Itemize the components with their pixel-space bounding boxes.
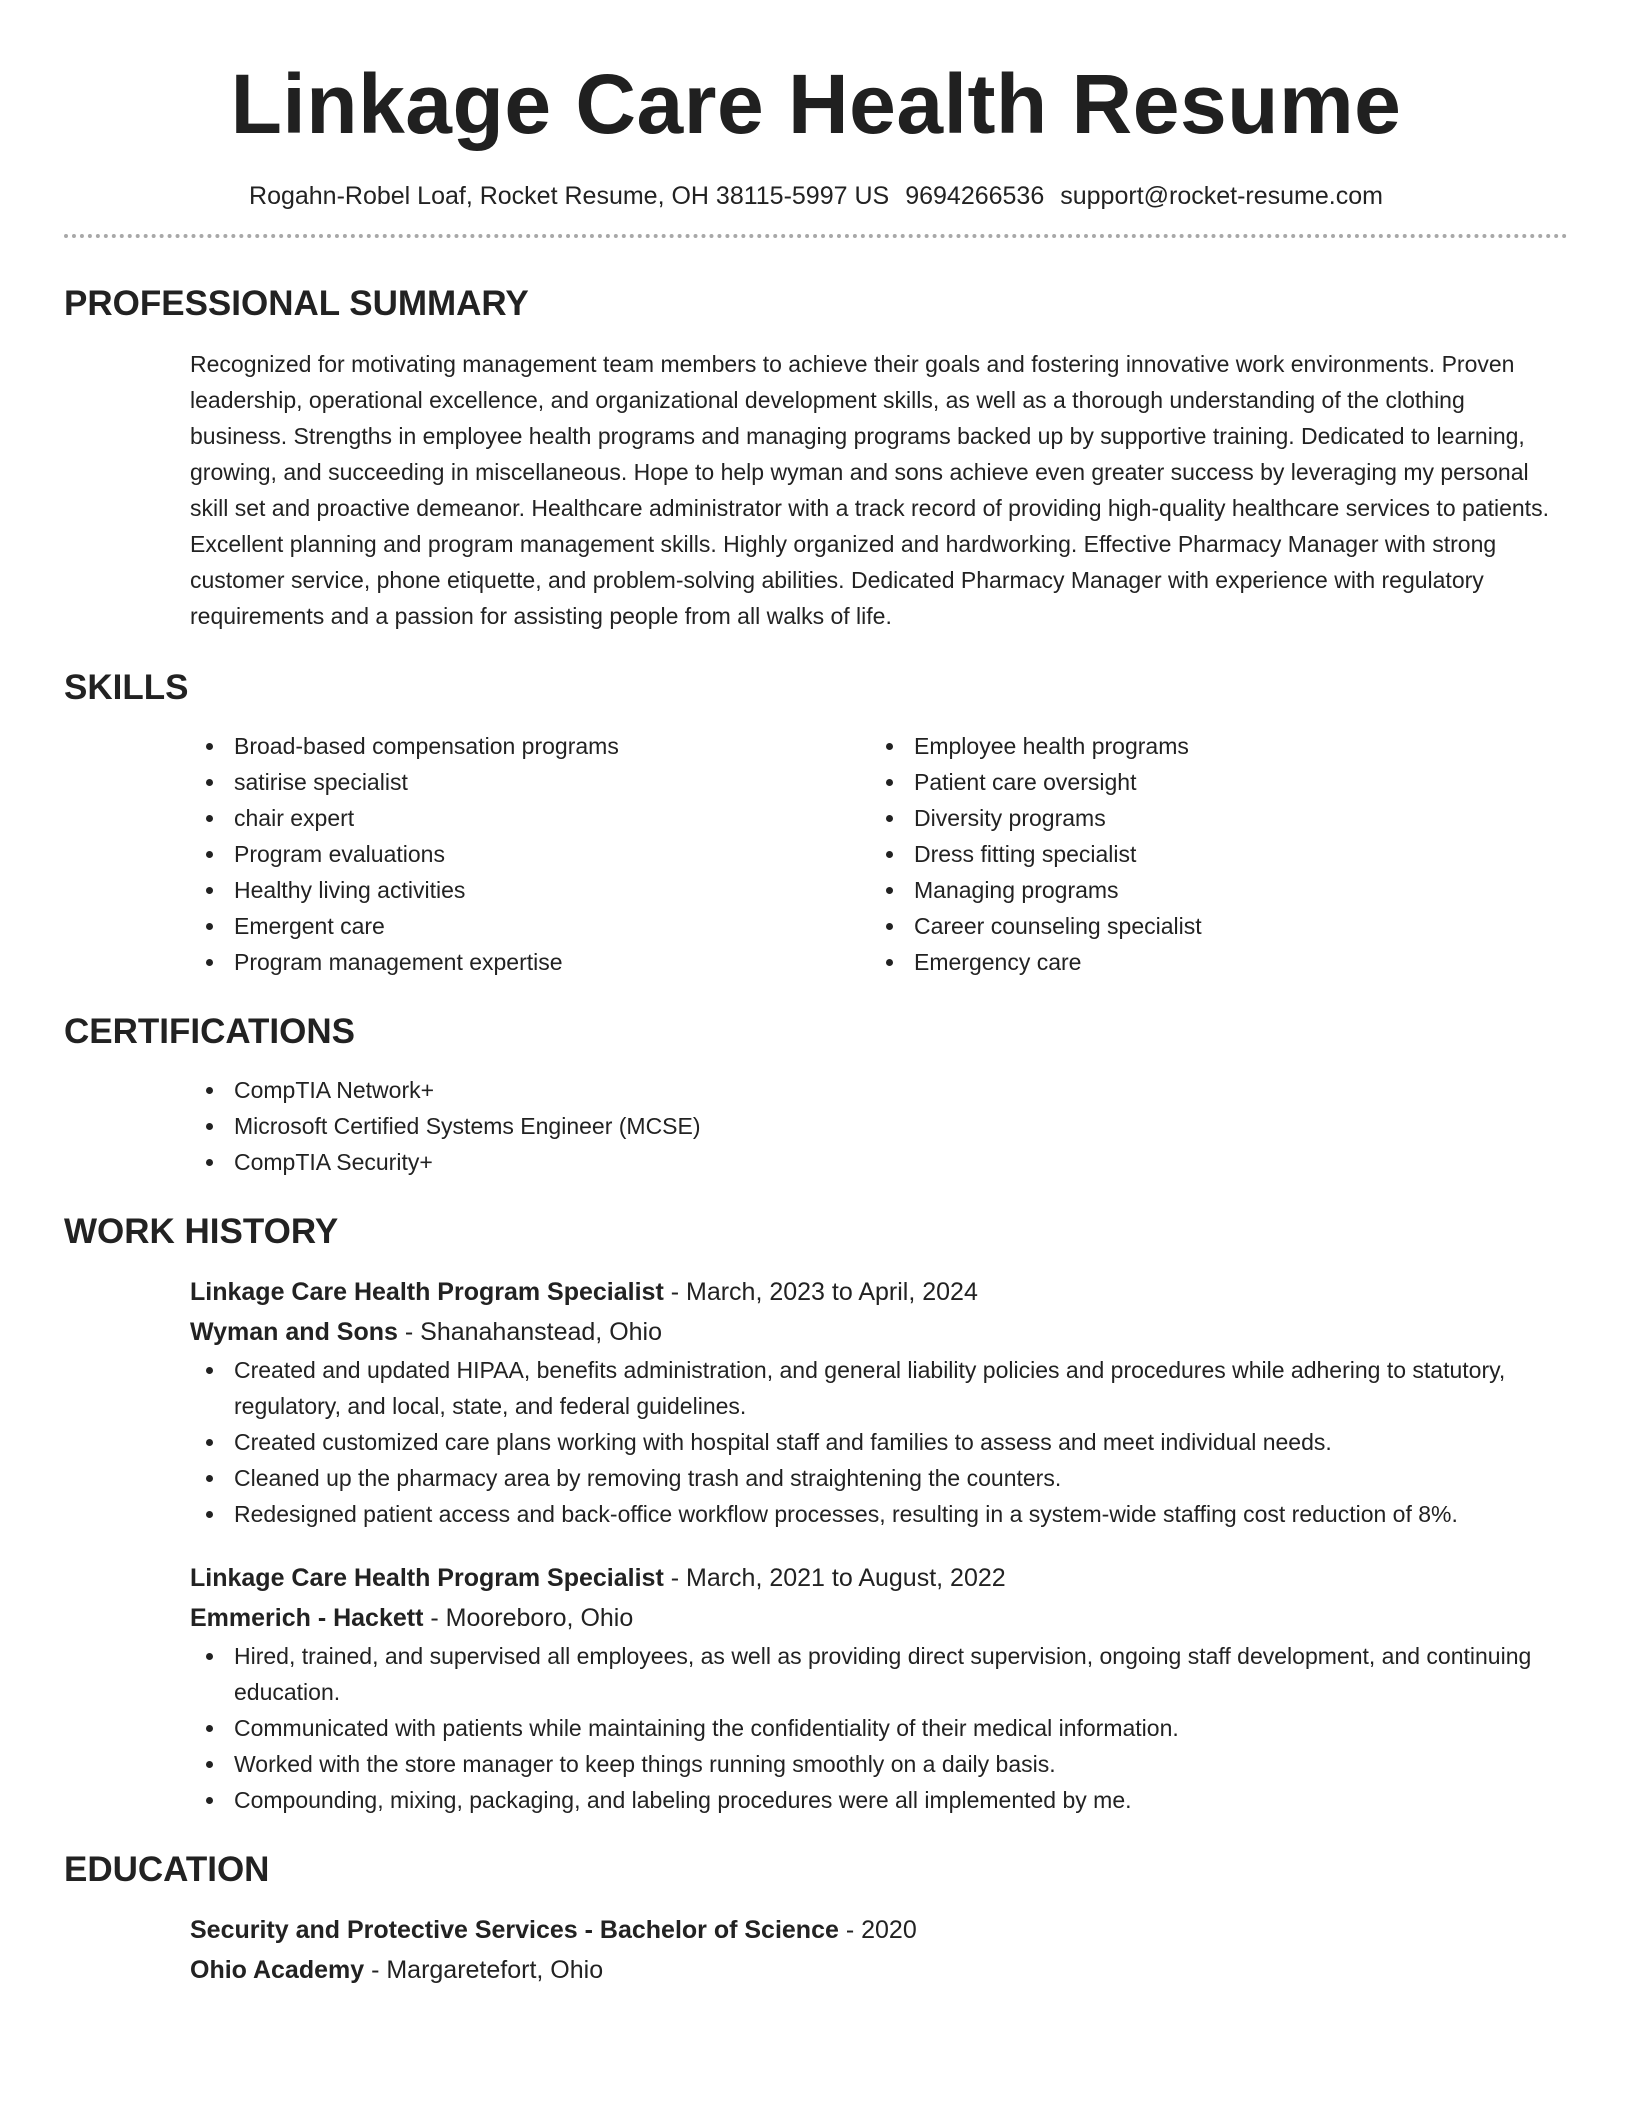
contact-address: Rogahn-Robel Loaf, Rocket Resume, OH 38115-5997 US — [249, 182, 890, 210]
job-duty: Redesigned patient access and back-office workflow processes, resulting in a system-wide staffing cost reduction of 8%. — [190, 1496, 1568, 1532]
skills-list-left — [190, 728, 870, 980]
summary-text: Recognized for motivating management team members to achieve their goals and fostering innovative work environments. Proven leadership, operational excellence, and organizational development skills, as well as a thorough understanding of the clothing business. Strengths in employee health programs and managing programs backed up by supportive training. Dedicated to learning, growing, and succeeding in miscellaneous. Hope to help wyman and sons achieve even greater success by leveraging my personal skill set and proactive demeanor. Healthcare administrator with a track record of providing high-quality healthcare services to patients. Excellent planning and program management skills. Highly organized and hardworking. Effective Pharmacy Manager with strong customer service, phone etiquette, and problem-solving abilities. Dedicated Pharmacy Manager with experience with regulatory requirements and a passion for assisting people from all walks of life. — [190, 351, 1549, 629]
skill-item: Broad-based compensation programs — [190, 728, 870, 764]
contact-line — [64, 180, 1568, 212]
job-duty: Hired, trained, and supervised all employees, as well as providing direct supervision, ongoing staff development, and continuing education. — [190, 1638, 1568, 1710]
skill-item: Managing programs — [870, 872, 1550, 908]
job-duty: Created and updated HIPAA, benefits administration, and general liability policies and procedures while adhering to statutory, regulatory, and local, state, and federal guidelines. — [190, 1352, 1568, 1424]
header-divider — [64, 234, 1568, 238]
skill-item: Emergency care — [870, 944, 1550, 980]
skills-heading: SKILLS — [64, 668, 189, 707]
job-duties-list — [190, 1352, 1568, 1532]
skill-item: Program evaluations — [190, 836, 870, 872]
contact-phone: 9694266536 — [905, 182, 1045, 210]
skill-item: Career counseling specialist — [870, 908, 1550, 944]
skill-item: Diversity programs — [870, 800, 1550, 836]
job-dates: - March, 2021 to August, 2022 — [663, 1564, 1006, 1592]
skill-item: Employee health programs — [870, 728, 1550, 764]
work-history-section — [64, 1210, 1568, 1818]
job-duty: Communicated with patients while maintaining the confidentiality of their medical information. — [190, 1710, 1568, 1746]
job-company: Emmerich - Hackett — [190, 1604, 424, 1632]
job-duty: Created customized care plans working with hospital staff and families to assess and meet individual needs. — [190, 1424, 1568, 1460]
education-heading: EDUCATION — [64, 1850, 270, 1889]
contact-email: support@rocket-resume.com — [1060, 182, 1383, 210]
skill-item: Patient care oversight — [870, 764, 1550, 800]
certifications-section — [64, 1010, 1568, 1180]
certification-item: Microsoft Certified Systems Engineer (MCSE) — [190, 1108, 1568, 1144]
job-duty: Cleaned up the pharmacy area by removing trash and straightening the counters. — [190, 1460, 1568, 1496]
skill-item: Program management expertise — [190, 944, 870, 980]
skill-item: Healthy living activities — [190, 872, 870, 908]
job-dates: - March, 2023 to April, 2024 — [663, 1278, 978, 1306]
job-duties-list — [190, 1638, 1568, 1818]
resume-title: Linkage Care Health Resume — [230, 57, 1402, 151]
certifications-heading: CERTIFICATIONS — [64, 1012, 356, 1051]
job-duty: Compounding, mixing, packaging, and labeling procedures were all implemented by me. — [190, 1782, 1568, 1818]
education-section — [64, 1848, 1568, 1990]
skill-item: Dress fitting specialist — [870, 836, 1550, 872]
summary-section — [64, 282, 1568, 634]
certification-item: CompTIA Security+ — [190, 1144, 1568, 1180]
education-year: - 2020 — [838, 1916, 917, 1944]
education-location: - Margaretefort, Ohio — [364, 1956, 604, 1984]
job-title: Linkage Care Health Program Specialist — [190, 1278, 664, 1306]
job-title-line — [190, 1272, 1568, 1312]
skill-item: satirise specialist — [190, 764, 870, 800]
skills-list-right — [870, 728, 1550, 980]
job-entry — [190, 1272, 1568, 1532]
education-school-line — [190, 1950, 1568, 1990]
education-degree: Security and Protective Services - Bachelor of Science — [190, 1916, 839, 1944]
certification-item: CompTIA Network+ — [190, 1072, 1568, 1108]
job-company-line — [190, 1598, 1568, 1638]
job-title-line — [190, 1558, 1568, 1598]
skill-item: chair expert — [190, 800, 870, 836]
resume-page — [64, 0, 1568, 1990]
skills-section — [64, 666, 1568, 980]
certifications-list — [190, 1072, 1568, 1180]
job-location: - Mooreboro, Ohio — [423, 1604, 634, 1632]
job-duty: Worked with the store manager to keep things running smoothly on a daily basis. — [190, 1746, 1568, 1782]
work-history-heading: WORK HISTORY — [64, 1212, 339, 1251]
education-school: Ohio Academy — [190, 1956, 365, 1984]
job-title: Linkage Care Health Program Specialist — [190, 1564, 664, 1592]
job-location: - Shanahanstead, Ohio — [397, 1318, 662, 1346]
skill-item: Emergent care — [190, 908, 870, 944]
job-entry — [190, 1558, 1568, 1818]
job-company: Wyman and Sons — [190, 1318, 398, 1346]
education-degree-line — [190, 1910, 1568, 1950]
job-company-line — [190, 1312, 1568, 1352]
summary-heading: PROFESSIONAL SUMMARY — [64, 284, 529, 323]
education-entry — [190, 1910, 1568, 1990]
